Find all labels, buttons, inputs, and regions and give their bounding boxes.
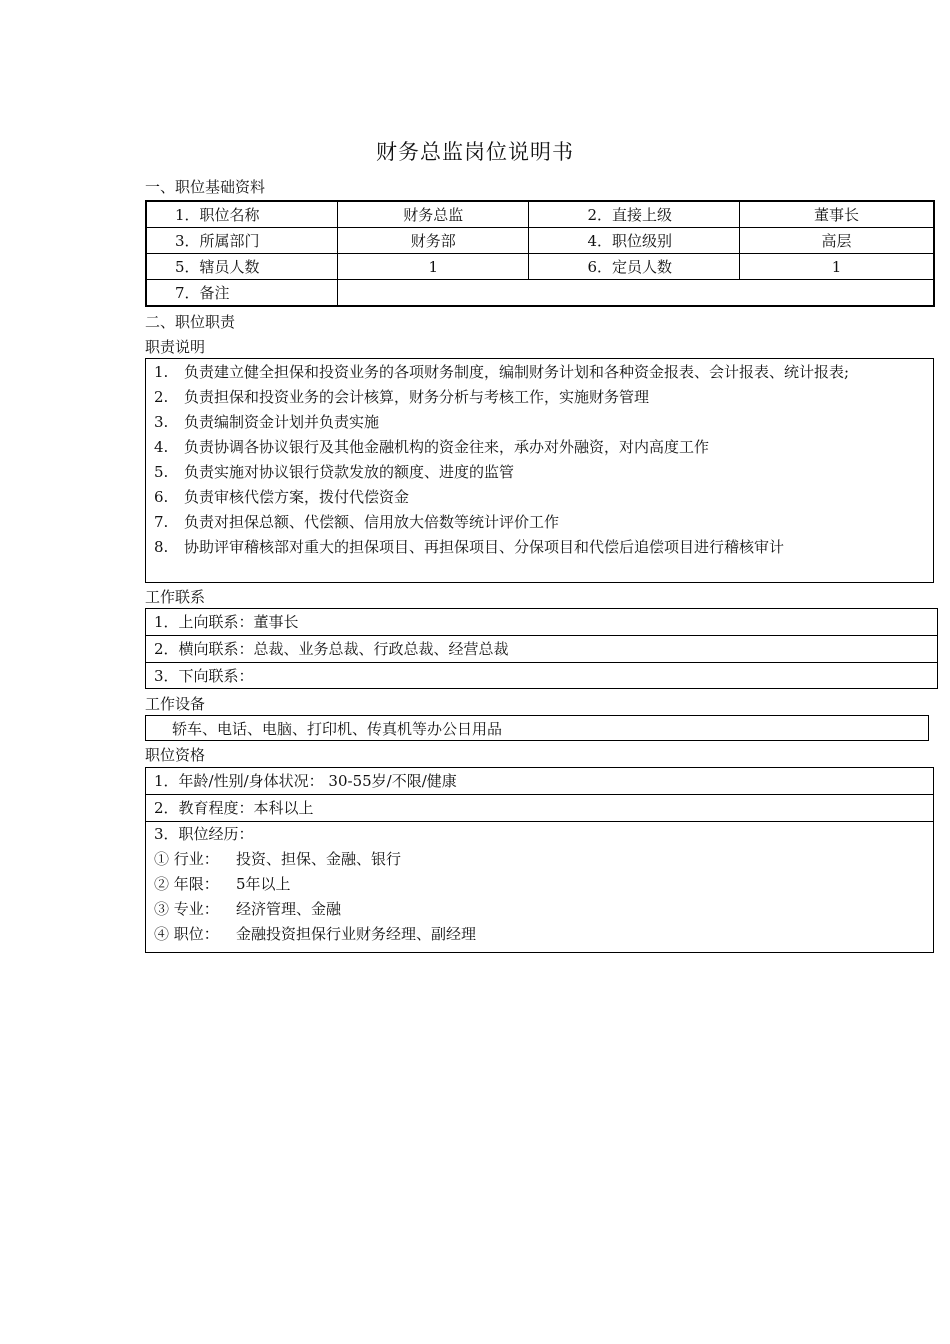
list-item: [146, 535, 933, 560]
duties-box: [145, 358, 934, 583]
table-cell: 7．备注: [146, 280, 338, 307]
list-item-text: 负责对担保总额、代偿额、信用放大倍数等统计评价工作: [184, 513, 560, 531]
experience-value: 投资、担保、金融、银行: [236, 850, 402, 868]
table-row: [146, 228, 934, 254]
table-cell: 董事长: [740, 201, 934, 228]
list-item: [146, 460, 933, 485]
table-cell: 3．所属部门: [146, 228, 338, 254]
list-item: [146, 485, 933, 510]
list-item-number: 3.: [154, 413, 169, 431]
page-title: 财务总监岗位说明书: [376, 140, 574, 164]
experience-key: ④ 职位：: [154, 925, 219, 943]
list-item-text: 负责实施对协议银行贷款发放的额度、进度的监管: [184, 463, 515, 481]
table-cell: [338, 280, 934, 307]
qualification-label: 职位资格: [145, 746, 206, 764]
experience-value: 5年以上: [236, 875, 291, 893]
list-item-text: 协助评审稽核部对重大的担保项目、再担保项目、分保项目和代偿后追偿项目进行稽核审计: [184, 538, 785, 556]
list-item: [146, 435, 933, 460]
section-duties-heading: 二、职位职责: [145, 313, 236, 331]
experience-value: 经济管理、金融: [236, 900, 342, 918]
contact-row-lateral: 2．横向联系：总裁、业务总裁、行政总裁、经营总裁: [146, 635, 937, 662]
list-item-number: 7.: [154, 513, 169, 531]
table-cell: 5．辖员人数: [146, 254, 338, 280]
experience-key: ③ 专业：: [154, 900, 219, 918]
list-item: [146, 510, 933, 535]
table-cell: 1．职位名称: [146, 201, 338, 228]
qualification-row-education: 2．教育程度：本科以上: [146, 794, 933, 821]
experience-value: 金融投资担保行业财务经理、副经理: [236, 925, 477, 943]
table-cell: 财务部: [338, 228, 529, 254]
table-cell: 6．定员人数: [529, 254, 740, 280]
list-item-text: 负责担保和投资业务的会计核算，财务分析与考核工作，实施财务管理: [184, 388, 650, 406]
list-item-text: 负责编制资金计划并负责实施: [184, 413, 380, 431]
list-item: [146, 410, 933, 435]
contacts-box: [145, 608, 938, 689]
list-item-number: 2.: [154, 388, 169, 406]
list-item-number: 5.: [154, 463, 169, 481]
list-item: [146, 872, 933, 897]
experience-key: ① 行业：: [154, 850, 219, 868]
table-cell: 财务总监: [338, 201, 529, 228]
list-item-number: 6.: [154, 488, 169, 506]
list-item-text: 负责协调各协议银行及其他金融机构的资金往来，承办对外融资，对内高度工作: [184, 438, 710, 456]
list-item-number: 4.: [154, 438, 169, 456]
contact-row-downward: 3．下向联系：: [146, 662, 937, 689]
table-cell: 1: [740, 254, 934, 280]
equipment-box: [145, 715, 929, 741]
list-item-number: 1.: [154, 363, 169, 381]
table-cell: 2．直接上级: [529, 201, 740, 228]
table-row: [146, 280, 934, 307]
list-item-number: 8.: [154, 538, 169, 556]
list-item: [146, 385, 933, 410]
list-item-text: 负责审核代偿方案，拨付代偿资金: [184, 488, 410, 506]
table-row: [146, 201, 934, 228]
contacts-label: 工作联系: [145, 588, 206, 606]
experience-label: 3．职位经历：: [154, 825, 254, 843]
experience-key: ② 年限：: [154, 875, 219, 893]
table-cell: 1: [338, 254, 529, 280]
equipment-text: 轿车、电话、电脑、打印机、传真机等办公日用品: [172, 720, 503, 738]
section-basic-heading: 一、职位基础资料: [145, 178, 266, 196]
list-item-text: 负责建立健全担保和投资业务的各项财务制度，编制财务计划和各种资金报表、会计报表、统计报表;: [184, 363, 850, 381]
basic-info-table: [145, 200, 935, 307]
experience-block: [146, 821, 933, 947]
duties-label: 职责说明: [145, 338, 206, 356]
qualification-row-age: 1．年龄/性别/身体状况： 30-55岁/不限/健康: [154, 772, 457, 790]
table-cell: 4．职位级别: [529, 228, 740, 254]
table-cell: 高层: [740, 228, 934, 254]
equipment-label: 工作设备: [145, 695, 206, 713]
list-item: [146, 897, 933, 922]
contact-row-upward: 1．上向联系：董事长: [154, 613, 299, 631]
qualification-box: [145, 767, 934, 953]
list-item: [146, 360, 933, 385]
list-item: [146, 847, 933, 872]
table-row: [146, 254, 934, 280]
list-item: [146, 922, 933, 947]
